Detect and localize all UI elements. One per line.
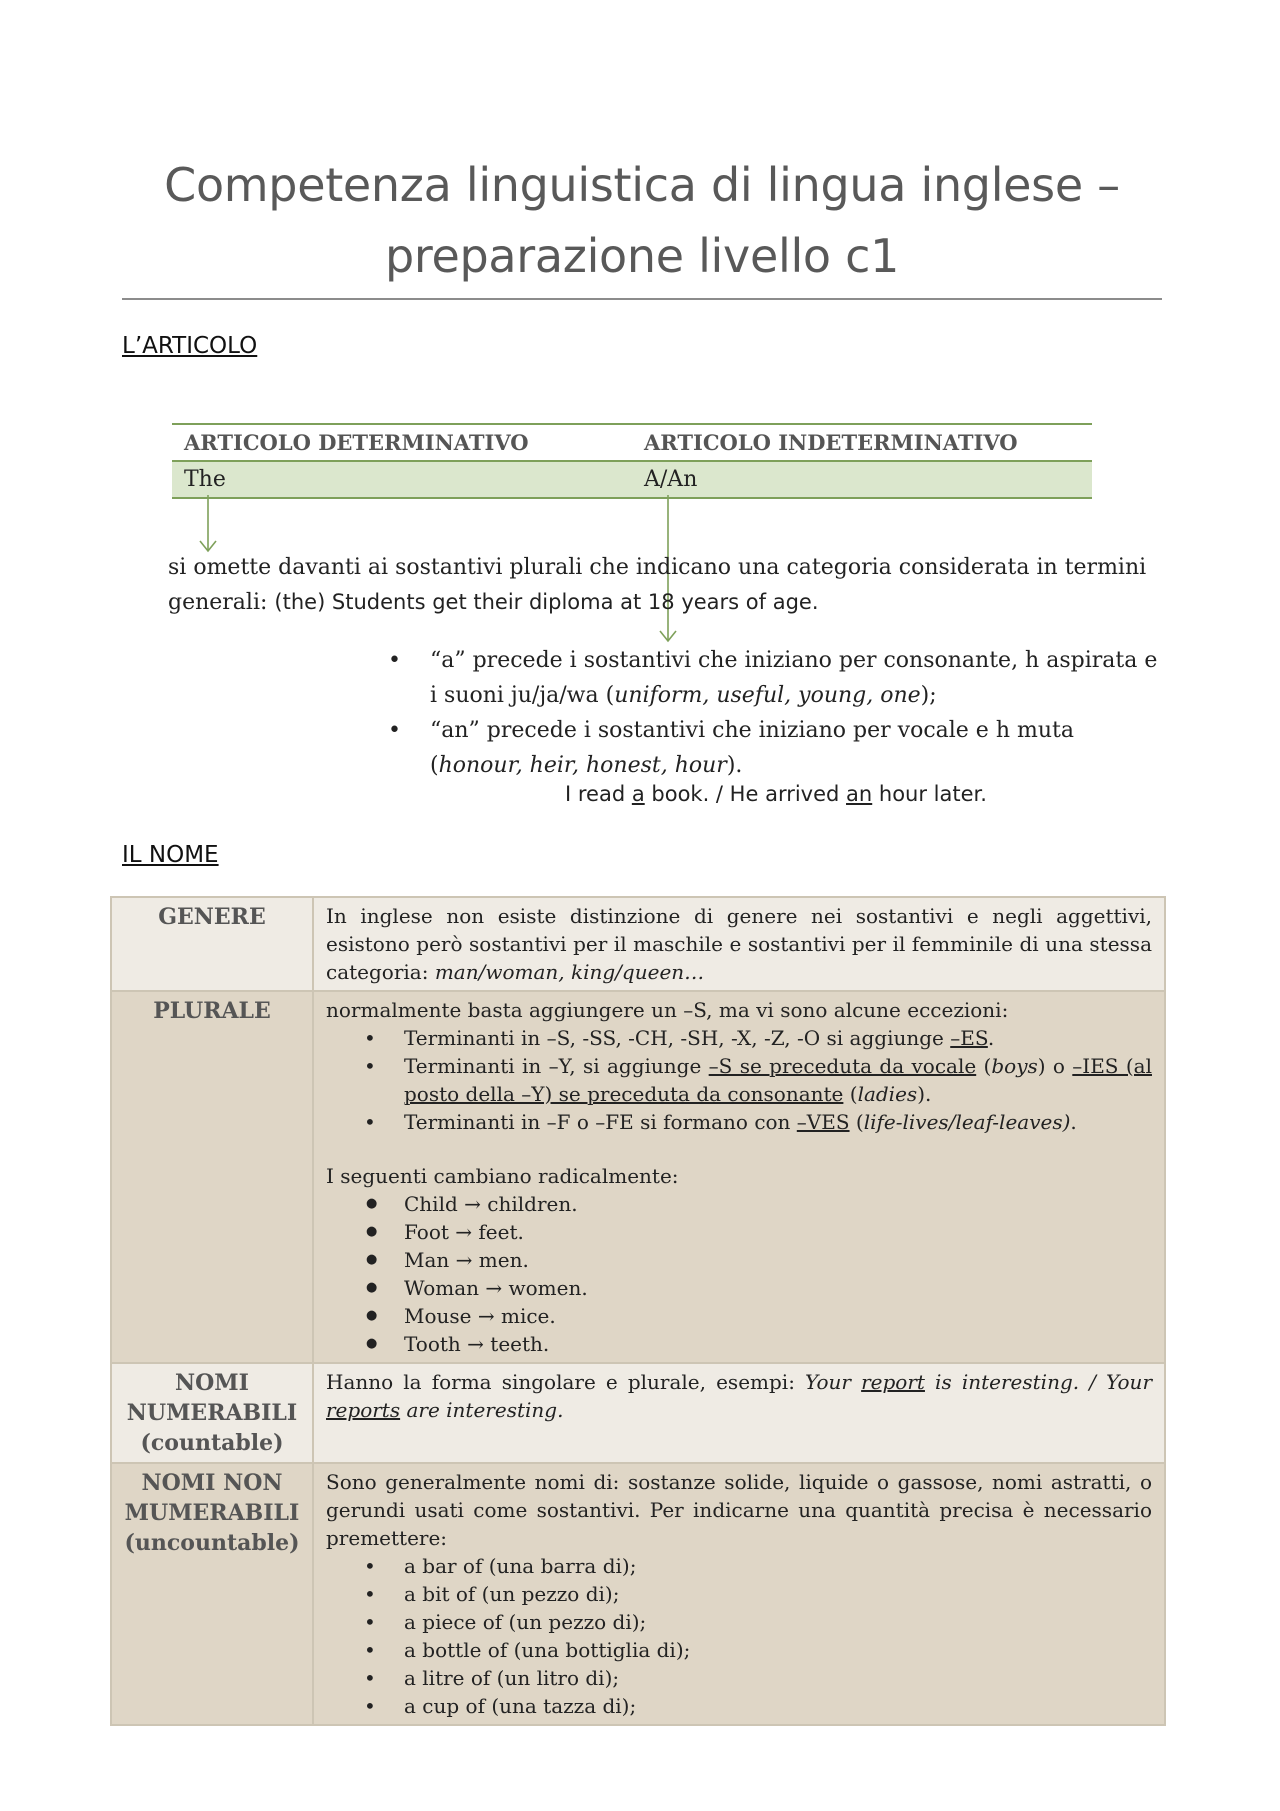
list-item: ● Tooth → teeth.	[326, 1330, 1152, 1358]
title-rule	[122, 298, 1162, 300]
table-row	[111, 897, 1165, 991]
list-item: • a cup of (una tazza di);	[326, 1692, 1152, 1720]
header-indeterminativo: ARTICOLO INDETERMINATIVO	[644, 430, 1018, 455]
page-title: Competenza linguistica di lingua inglese – preparazione livello c1	[164, 158, 1120, 283]
row-label-numerabili: NOMI NUMERABILI (countable)	[111, 1363, 313, 1463]
row-content-non-numerabili: Sono generalmente nomi di: sostanze solide, liquide o gassose, nomi astratti, o gerundi usati come sostantivi. Per indicarne una quantità precisa è necessario premettere: • a bar of (una barra di); • a bit of (un pezzo di); • a piece of (un pezzo di); • a bottle of (una bottiglia di); • a litre of (un litro di); • a cup of (una tazza di);	[313, 1463, 1165, 1725]
quantity-expressions-list	[326, 1552, 1152, 1720]
arrow-right-icon: →	[455, 1248, 473, 1272]
list-item: • “an” precede i sostantivi che iniziano per vocale e h muta (honour, heir, honest, hour).	[388, 713, 1168, 783]
articolo-table-row	[172, 462, 1092, 497]
arrow-down-icon	[196, 495, 220, 557]
list-item: • “a” precede i sostantivi che iniziano per consonante, h aspirata e i suoni ju/ja/wa (uniform, useful, young, one);	[388, 643, 1168, 713]
row-label-plurale: PLURALE	[111, 991, 313, 1363]
list-item: • Terminanti in –F o –FE si formano con –VES (life-lives/leaf-leaves).	[326, 1108, 1152, 1136]
list-item: • a bit of (un pezzo di);	[326, 1580, 1152, 1608]
list-item: ● Man → men.	[326, 1246, 1152, 1274]
plural-rules-list	[326, 1024, 1152, 1136]
section-heading-articolo: L’ARTICOLO	[122, 333, 258, 359]
arrow-right-icon: →	[485, 1276, 503, 1300]
row-label-non-numerabili: NOMI NON MUMERABILI (uncountable)	[111, 1463, 313, 1725]
cell-the: The	[184, 467, 226, 492]
list-item: ● Mouse → mice.	[326, 1302, 1152, 1330]
indeterminativo-list	[388, 643, 1168, 783]
articolo-table-header	[172, 425, 1092, 462]
arrow-right-icon: →	[467, 1332, 484, 1356]
arrow-right-icon: →	[464, 1192, 481, 1216]
determinativo-note	[168, 551, 1148, 620]
row-content-numerabili: Hanno la forma singolare e plurale, esempi: Your report is interesting. / Your reports are interesting.	[313, 1363, 1165, 1463]
list-item: ● Woman → women.	[326, 1274, 1152, 1302]
list-item: • Terminanti in –Y, si aggiunge –S se preceduta da vocale (boys) o –IES (al posto della –Y) se preceduta da consonante (ladies).	[326, 1052, 1152, 1108]
table-row	[111, 1463, 1165, 1725]
list-item: • a bar of (una barra di);	[326, 1552, 1152, 1580]
table-row	[111, 991, 1165, 1363]
irregular-plurals-list	[326, 1190, 1152, 1358]
list-item: ● Child → children.	[326, 1190, 1152, 1218]
list-item: • a piece of (un pezzo di);	[326, 1608, 1152, 1636]
nome-table	[110, 896, 1166, 1726]
arrow-right-icon: →	[477, 1304, 495, 1328]
header-determinativo: ARTICOLO DETERMINATIVO	[184, 430, 529, 455]
arrow-right-icon: →	[455, 1220, 473, 1244]
cell-a-an: A/An	[644, 467, 698, 492]
list-item: ● Foot → feet.	[326, 1218, 1152, 1246]
row-content-plurale: normalmente basta aggiungere un –S, ma vi sono alcune eccezioni: • Terminanti in –S, -SS, -CH, -SH, -X, -Z, -O si aggiunge –ES. • Terminanti in –Y, si aggiunge –S se preceduta da vocale (boys) o –IES (al posto della –Y) se preceduta da consonante (ladies). • Terminanti in –F o –FE si formano con –VES (life-lives/leaf-leaves). I seguenti cambiano radicalmente: ● Child → children. ● Foot → feet. ● Man → men. ● Woman → women. ● Mouse → mice. ● Tooth → teeth.	[313, 991, 1165, 1363]
determinativo-note-text: si omette davanti ai sostantivi plurali che indicano una categoria considerata in termini generali:	[168, 555, 1147, 615]
example-sentence: I read a book. / He arrived an hour later.	[565, 782, 987, 806]
row-label-genere: GENERE	[111, 897, 313, 991]
list-item: • a litre of (un litro di);	[326, 1664, 1152, 1692]
determinativo-example: (the) Students get their diploma at 18 years of age.	[274, 590, 819, 614]
list-item: • a bottle of (una bottiglia di);	[326, 1636, 1152, 1664]
row-content-genere: In inglese non esiste distinzione di genere nei sostantivi e negli aggettivi, esistono però sostantivi per il maschile e sostantivi per il femminile di una stessa categoria: man/woman, king/queen…	[313, 897, 1165, 991]
section-heading-nome: IL NOME	[122, 842, 219, 868]
table-row	[111, 1363, 1165, 1463]
list-item: • Terminanti in –S, -SS, -CH, -SH, -X, -Z, -O si aggiunge –ES.	[326, 1024, 1152, 1052]
articolo-table	[172, 423, 1092, 499]
